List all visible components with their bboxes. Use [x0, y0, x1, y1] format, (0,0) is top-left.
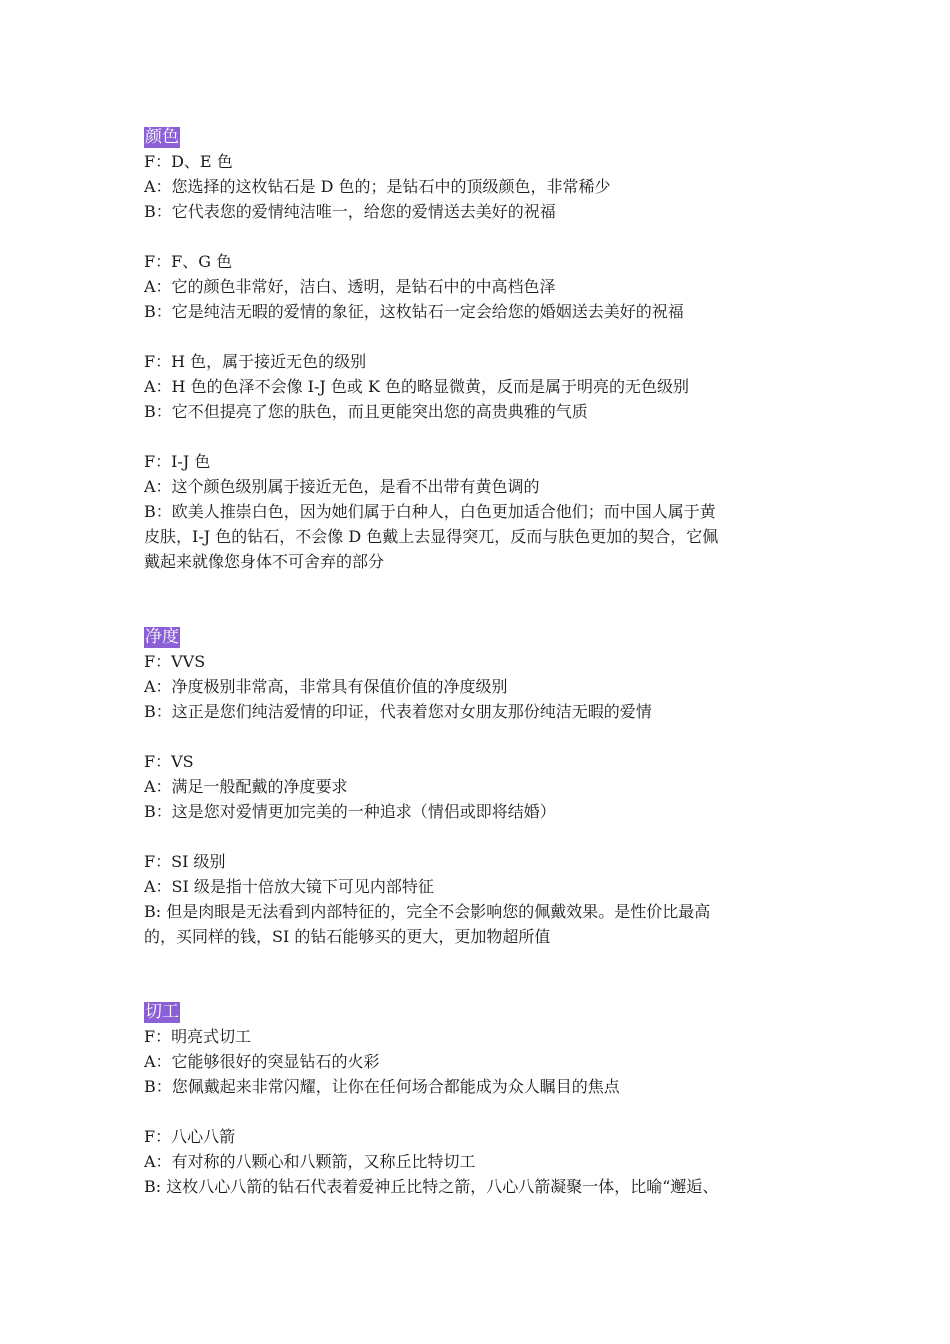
text-line: F：SI 级别: [144, 852, 226, 871]
text-line: A：它的颜色非常好，洁白、透明，是钻石中的中高档色泽: [144, 277, 556, 296]
section: [144, 624, 830, 949]
text-line: F：D、E 色: [144, 152, 233, 171]
text-line: B：您佩戴起来非常闪耀，让你在任何场合都能成为众人瞩目的焦点: [144, 1077, 620, 1096]
text-line: A：这个颜色级别属于接近无色，是看不出带有黄色调的: [144, 477, 540, 496]
text-line: 的，买同样的钱，SI 的钻石能够买的更大，更加物超所值: [144, 927, 551, 946]
text-line: A：SI 级是指十倍放大镜下可见内部特征: [144, 877, 434, 896]
text-line: B：这正是您们纯洁爱情的印证，代表着您对女朋友那份纯洁无暇的爱情: [144, 702, 652, 721]
text-line: A：净度极别非常高，非常具有保值价值的净度级别: [144, 677, 508, 696]
text-line: B：这是您对爱情更加完美的一种追求（情侣或即将结婚）: [144, 802, 556, 821]
text-line: B: 但是肉眼是无法看到内部特征的，完全不会影响您的佩戴效果。是性价比最高: [144, 902, 711, 921]
section: [144, 999, 830, 1199]
text-line: A：有对称的八颗心和八颗箭，又称丘比特切工: [144, 1152, 476, 1171]
text-line: F：八心八箭: [144, 1127, 236, 1146]
section-heading: 切工: [145, 1002, 179, 1022]
text-line: A：您选择的这枚钻石是 D 色的；是钻石中的顶级颜色，非常稀少: [144, 177, 611, 196]
section-heading: 颜色: [145, 127, 179, 147]
text-line: A：满足一般配戴的净度要求: [144, 777, 348, 796]
text-line: B：欧美人推崇白色，因为她们属于白种人，白色更加适合他们；而中国人属于黄: [144, 502, 716, 521]
text-line: F：VS: [144, 752, 194, 771]
section: [144, 124, 830, 574]
text-line: A：它能够很好的突显钻石的火彩: [144, 1052, 380, 1071]
text-line: F：F、G 色: [144, 252, 233, 271]
text-line: B: 这枚八心八箭的钻石代表着爱神丘比特之箭，八心八箭凝聚一体，比喻“邂逅、: [144, 1177, 719, 1196]
text-line: F：I-J 色: [144, 452, 211, 471]
section-heading: 净度: [145, 627, 179, 647]
text-line: F：明亮式切工: [144, 1027, 252, 1046]
text-line: 皮肤，I-J 色的钻石，不会像 D 色戴上去显得突兀，反而与肤色更加的契合，它佩: [144, 527, 719, 546]
text-line: A：H 色的色泽不会像 I-J 色或 K 色的略显微黄，反而是属于明亮的无色级别: [144, 377, 690, 396]
text-line: F：VVS: [144, 652, 206, 671]
text-line: B：它代表您的爱情纯洁唯一，给您的爱情送去美好的祝福: [144, 202, 556, 221]
text-line: B：它是纯洁无暇的爱情的象征，这枚钻石一定会给您的婚姻送去美好的祝福: [144, 302, 684, 321]
text-line: 戴起来就像您身体不可舍弃的部分: [144, 552, 385, 571]
text-line: B：它不但提亮了您的肤色，而且更能突出您的高贵典雅的气质: [144, 402, 588, 421]
text-line: F：H 色，属于接近无色的级别: [144, 352, 367, 371]
